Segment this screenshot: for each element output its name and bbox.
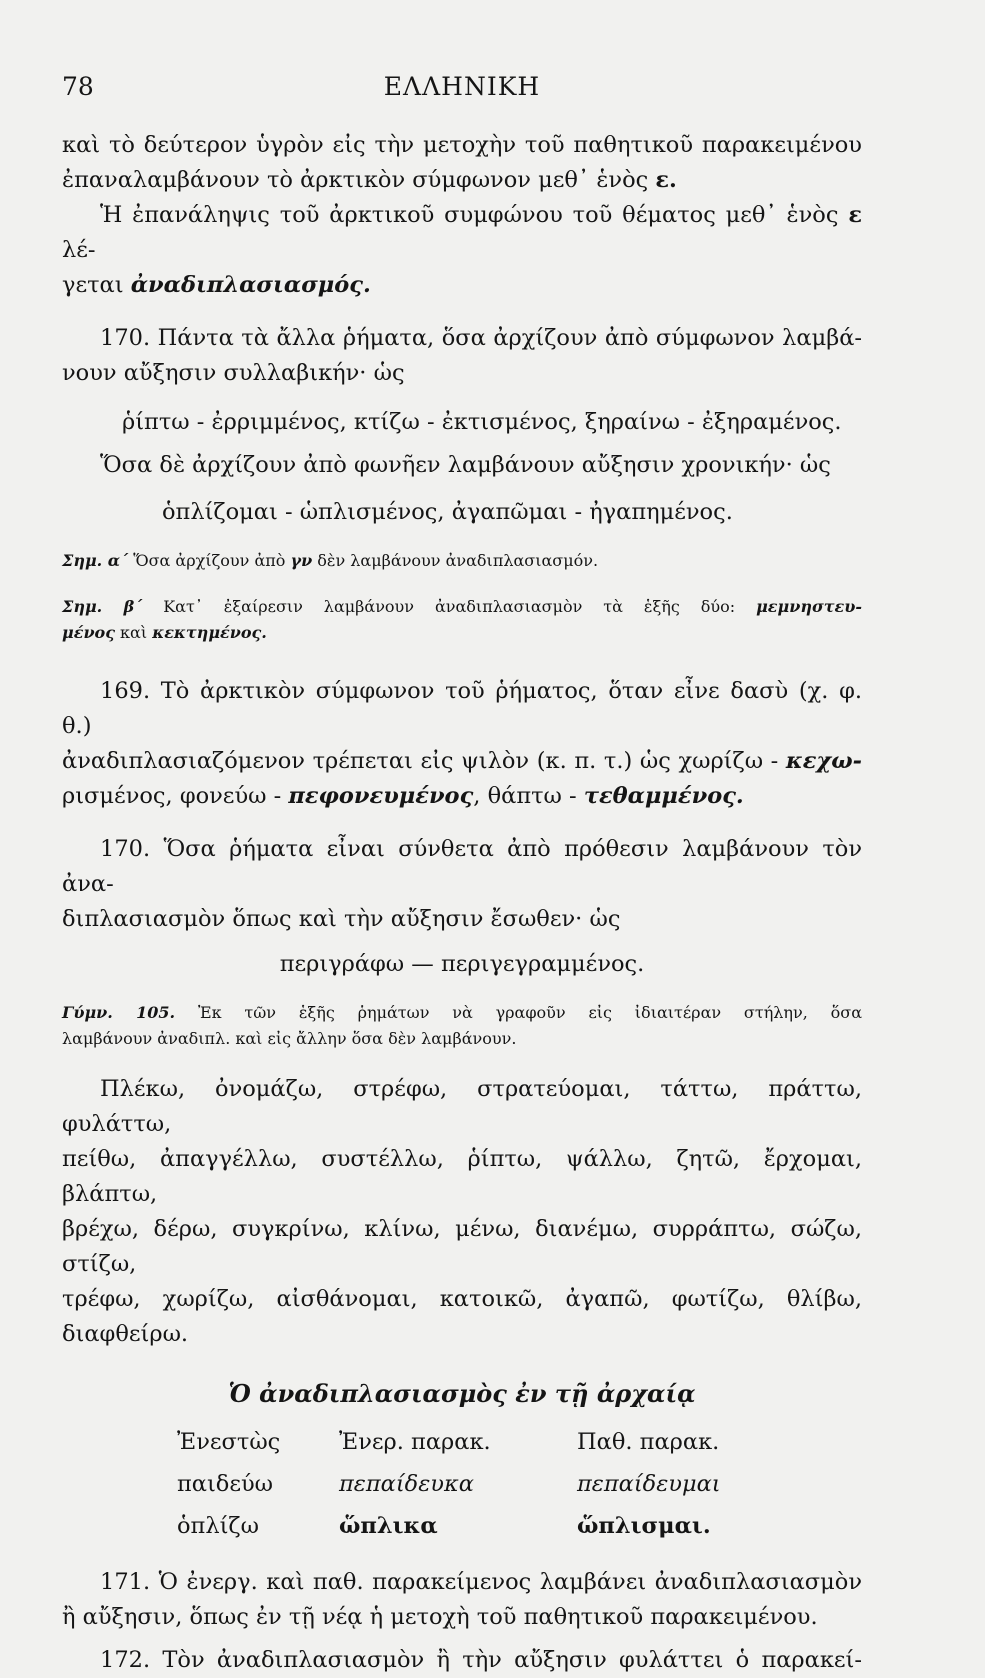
paragraph-170b-line: 170. Ὅσα ῥήματα εἶναι σύνθετα ἀπὸ πρόθεσιν λαμβάνουν τὸν ἀνα- [62, 836, 862, 897]
exercise-105: Γύμν. 105. Ἐκ τῶν ἑξῆς ῥημάτων νὰ γραφοῦν εἰς ἰδιαιτέραν στήλην, ὅσα [62, 1003, 863, 1022]
exercise-105-cont: λαμβάνουν ἀναδιπλ. καὶ εἰς ἄλλην ὅσα δὲν λαμβάνουν. [62, 1029, 517, 1048]
paragraph-line: ἐπαναλαμβάνουν τὸ ἀρκτικὸν σύμφωνον μεθ᾿ ἑνὸς ε. [62, 167, 677, 193]
table-header-row [177, 1425, 797, 1467]
table-cell: ὥπλισμαι. [577, 1513, 711, 1539]
note-label: Σημ. β΄ [62, 597, 143, 616]
note-beta: Σημ. β΄ Κατ᾿ ἐξαίρεσιν λαμβάνουν ἀναδιπλασιασμὸν τὰ ἑξῆς δύο: μεμνηστευ- [62, 597, 863, 616]
verb-list [62, 1072, 862, 1352]
page-header [62, 72, 862, 112]
bold-italic-term: ἀναδιπλασιασμός. [130, 272, 371, 298]
example-line: περιγράφω — περιγεγραμμένος. [279, 951, 645, 977]
running-head: ΕΛΛΗΝΙΚΗ [383, 72, 541, 101]
table-cell: παιδεύω [177, 1471, 274, 1497]
table-row [177, 1509, 797, 1551]
paragraph-line: ρισμένος, φονεύω - πεφονευμένος, θάπτω - τεθαμμένος. [62, 783, 744, 809]
page-number: 78 [62, 72, 94, 101]
paragraph-171-line: 171. Ὁ ἐνεργ. καὶ παθ. παρακείμενος λαμβάνει ἀναδιπλασιασμὸν [100, 1569, 862, 1595]
paragraph-line: διπλασιασμὸν ὅπως καὶ τὴν αὔξησιν ἔσωθεν· ὡς [62, 906, 621, 932]
example-line: ῥίπτω - ἐρριμμένος, κτίζω - ἐκτισμένος, ξηραίνω - ἐξηραμένος. [122, 409, 842, 435]
table-row [177, 1467, 797, 1509]
table-header: Ἐνερ. παρακ. [339, 1429, 491, 1455]
verb-list-line: τρέφω, χωρίζω, αἰσθάνομαι, κατοικῶ, ἀγαπῶ, φωτίζω, θλίβω, διαφθείρω. [62, 1286, 862, 1347]
paragraph-line: νουν αὔξησιν συλλαβικήν· ὡς [62, 360, 405, 386]
table-cell: πεπαίδευμαι [577, 1471, 721, 1497]
note-beta-cont: μένος καὶ κεκτημένος. [62, 623, 267, 642]
table-header: Παθ. παρακ. [577, 1429, 720, 1455]
paragraph-line: ἢ αὔξησιν, ὅπως ἐν τῇ νέᾳ ἡ μετοχὴ τοῦ παθητικοῦ παρακειμένου. [62, 1604, 818, 1630]
bold-term: ε. [655, 167, 677, 193]
note-alpha: Σημ. α΄ Ὅσα ἀρχίζουν ἀπὸ γν δὲν λαμβάνουν ἀναδιπλασιασμόν. [62, 551, 599, 570]
table-cell: ὁπλίζω [177, 1513, 259, 1539]
table-cell: ὥπλικα [339, 1513, 438, 1539]
exercise-label: Γύμν. 105. [62, 1003, 176, 1022]
verb-list-line: πείθω, ἀπαγγέλλω, συστέλλω, ῥίπτω, ψάλλω, ζητῶ, ἔρχομαι, βλάπτω, [62, 1146, 862, 1207]
section-heading: Ὁ ἀναδιπλασιασμὸς ἐν τῇ ἀρχαίᾳ [228, 1379, 696, 1408]
paragraph-170-line: 170. Πάντα τὰ ἄλλα ῥήματα, ὅσα ἀρχίζουν ἀπὸ σύμφωνον λαμβά- [100, 325, 862, 351]
paragraph-line: ἀναδιπλασιαζόμενον τρέπεται εἰς ψιλὸν (κ. π. τ.) ὡς χωρίζω - κεχω- [62, 748, 862, 774]
note-label: Σημ. α΄ [62, 551, 129, 570]
verb-list-line: Πλέκω, ὀνομάζω, στρέφω, στρατεύομαι, τάττω, πράττω, φυλάττω, [62, 1076, 862, 1137]
paragraph-169-line: 169. Τὸ ἀρκτικὸν σύμφωνον τοῦ ῥήματος, ὅταν εἶνε δασὺ (χ. φ. θ.) [62, 678, 862, 739]
page-body [62, 128, 862, 1678]
bold-term: ε [848, 202, 862, 228]
example-line: ὁπλίζομαι - ὡπλισμένος, ἀγαπῶμαι - ἠγαπημένος. [162, 499, 733, 525]
paragraph-line: γεται ἀναδιπλασιασμός. [62, 272, 371, 298]
paragraph-line: Ἡ ἐπανάληψις τοῦ ἀρκτικοῦ συμφώνου τοῦ θέματος μεθ᾿ ἑνὸς ε λέ- [62, 202, 862, 263]
paragraph-line: Ὅσα δὲ ἀρχίζουν ἀπὸ φωνῆεν λαμβάνουν αὔξησιν χρονικήν· ὡς [100, 452, 831, 478]
table-cell: πεπαίδευκα [339, 1471, 474, 1497]
verb-list-line: βρέχω, δέρω, συγκρίνω, κλίνω, μένω, διανέμω, συρράπτω, σώζω, στίζω, [62, 1216, 862, 1277]
table-header: Ἐνεστὼς [177, 1429, 281, 1455]
paragraph-172-line: 172. Τὸν ἀναδιπλασιασμὸν ἢ τὴν αὔξησιν φυλάττει ὁ παρακεί- [100, 1647, 862, 1673]
paragraph-line: καὶ τὸ δεύτερον ὑγρὸν εἰς τὴν μετοχὴν τοῦ παθητικοῦ παρακειμένου [62, 132, 862, 158]
paradigm-table [177, 1425, 797, 1551]
